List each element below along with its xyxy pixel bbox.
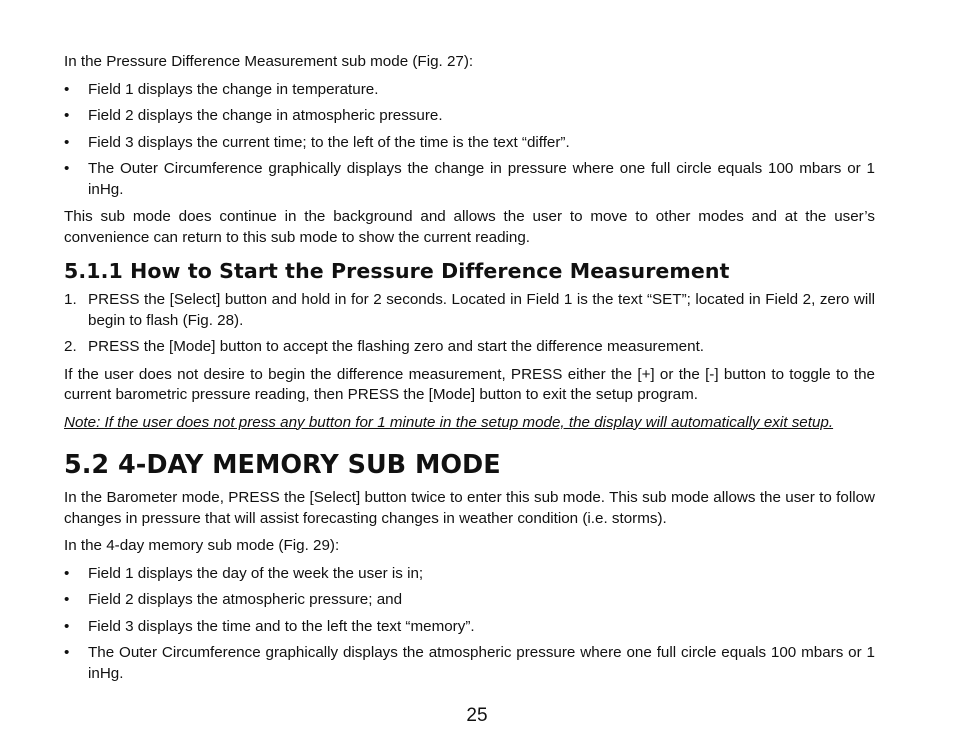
- list-item: [64, 159, 875, 200]
- toggle-paragraph: If the user does not desire to begin the difference measurement, PRESS either the [+] or the [-] button to toggle to the current barometric pressure reading, then PRESS the [Mode] button to exit the setup program.: [64, 365, 875, 403]
- bullet-marker: •: [64, 617, 70, 635]
- list-item-text: Field 3 displays the current time; to the left of the time is the text “differ”.: [88, 133, 570, 151]
- bullet-marker: •: [64, 80, 70, 98]
- step-number: 2.: [64, 338, 77, 355]
- memory-fields-intro: In the 4-day memory sub mode (Fig. 29):: [64, 537, 340, 554]
- list-item: [64, 590, 875, 611]
- list-item: [64, 643, 875, 684]
- bullet-marker: •: [64, 107, 70, 124]
- list-item: [64, 106, 875, 127]
- list-item-text: PRESS the [Select] button and hold in for 2 seconds. Located in Field 1 is the text “SET”; located in Field 2, zero will begin to flash (Fig. 28).: [88, 291, 875, 329]
- bullet-marker: •: [64, 564, 70, 582]
- field-list-pressure-difference: [64, 80, 875, 201]
- steps-list: [64, 290, 875, 358]
- memory-intro-paragraph: In the Barometer mode, PRESS the [Select] button twice to enter this sub mode. This sub mode allows the user to follow changes in pressure that will assist forecasting changes in weather condition (i.e. storms).: [64, 489, 875, 527]
- bullet-marker: •: [64, 644, 70, 661]
- bullet-marker: •: [64, 133, 70, 151]
- page-number: 25: [466, 705, 488, 726]
- list-item-text: The Outer Circumference graphically displays the atmospheric pressure where one full circle equals 100 mbars or 1 inHg.: [88, 644, 875, 682]
- timeout-note: Note: If the user does not press any button for 1 minute in the setup mode, the display will automatically exit setup.: [64, 413, 834, 431]
- list-item: [64, 80, 875, 101]
- intro-paragraph: In the Pressure Difference Measurement sub mode (Fig. 27):: [64, 53, 474, 70]
- list-item: [64, 337, 875, 358]
- list-item: [64, 617, 875, 638]
- section-heading-5-1-1: 5.1.1 How to Start the Pressure Difference Measurement: [64, 259, 730, 283]
- section-heading-5-2: 5.2 4-DAY MEMORY SUB MODE: [64, 450, 501, 480]
- list-item: [64, 290, 875, 331]
- bullet-marker: •: [64, 591, 70, 608]
- list-item-text: Field 2 displays the atmospheric pressure; and: [88, 591, 403, 608]
- list-item-text: Field 3 displays the time and to the left the text “memory”.: [88, 617, 475, 635]
- list-item-text: Field 1 displays the day of the week the user is in;: [88, 564, 424, 582]
- background-paragraph: This sub mode does continue in the background and allows the user to move to other modes and at the user’s convenience can return to this sub mode to show the current reading.: [64, 208, 875, 246]
- step-number: 1.: [64, 291, 77, 308]
- field-list-memory: [64, 564, 875, 685]
- list-item: [64, 133, 875, 154]
- list-item: [64, 564, 875, 585]
- bullet-marker: •: [64, 160, 70, 177]
- list-item-text: Field 1 displays the change in temperature.: [88, 80, 379, 98]
- list-item-text: PRESS the [Mode] button to accept the flashing zero and start the difference measurement.: [88, 338, 705, 355]
- document-page: [64, 52, 875, 691]
- list-item-text: Field 2 displays the change in atmospheric pressure.: [88, 107, 443, 124]
- list-item-text: The Outer Circumference graphically displays the change in pressure where one full circle equals 100 mbars or 1 inHg.: [88, 160, 875, 198]
